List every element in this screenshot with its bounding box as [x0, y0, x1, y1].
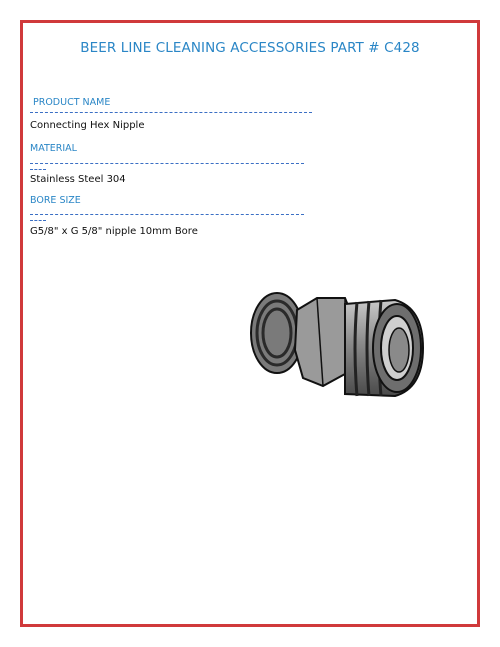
hex-nipple-fitting-illustration — [245, 278, 425, 408]
field-value-bore-size: G5/8" x G 5/8" nipple 10mm Bore — [30, 226, 198, 237]
divider-product-name — [30, 112, 312, 113]
field-value-material: Stainless Steel 304 — [30, 174, 126, 185]
field-value-product-name: Connecting Hex Nipple — [30, 120, 145, 131]
divider-material — [30, 163, 304, 164]
field-label-material: MATERIAL — [30, 143, 77, 154]
divider-material-tail — [30, 169, 46, 170]
field-label-product-name: PRODUCT NAME — [33, 97, 111, 108]
divider-bore-size-tail — [30, 220, 46, 221]
divider-bore-size — [30, 214, 304, 215]
spec-sheet — [20, 20, 480, 627]
page-title: BEER LINE CLEANING ACCESSORIES PART # C428 — [80, 40, 420, 56]
field-label-bore-size: BORE SIZE — [30, 195, 81, 206]
